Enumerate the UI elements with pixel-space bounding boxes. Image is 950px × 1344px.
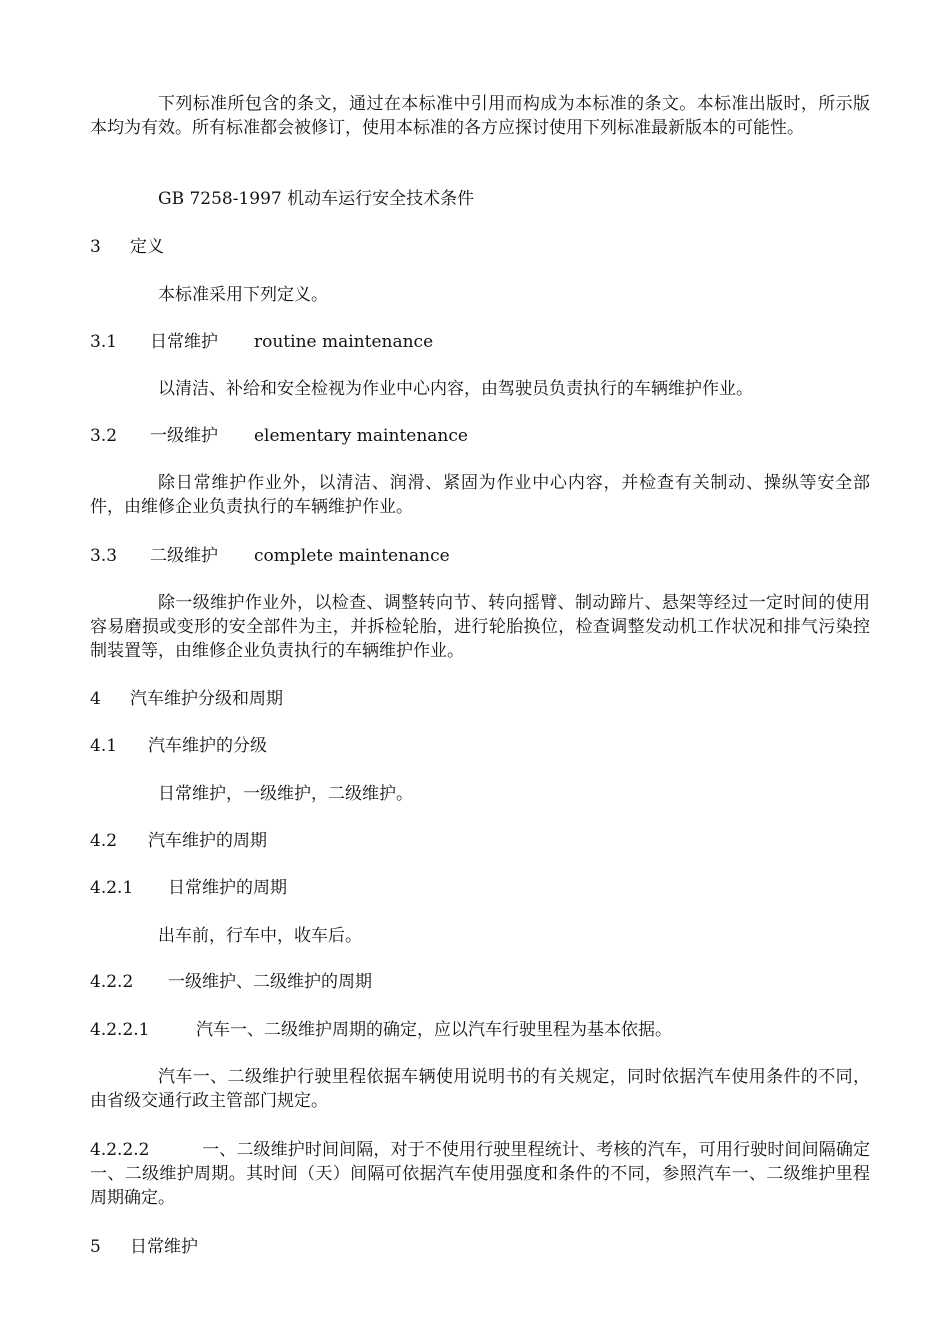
definition-complete-maintenance: 除一级维护作业外，以检查、调整转向节、转向摇臂、制动蹄片、悬架等经过一定时间的使用容易磨损或变形的安全部件为主，并拆检轮胎，进行轮胎换位，检查调整发动机工作状况和排气污染控制装置等，由维修企业负责执行的车辆维护作业。: [90, 593, 870, 661]
section-title: 一级维护、二级维护的周期: [168, 972, 372, 992]
section-title: 日常维护的周期: [168, 878, 287, 898]
heading-3-3: [90, 544, 870, 568]
section-number: 4.2.1: [90, 878, 134, 898]
section-title: 定义: [130, 237, 164, 257]
reference-gb7258: GB 7258-1997 机动车运行安全技术条件: [158, 189, 475, 209]
clause-4-2-2-2: [90, 1138, 870, 1210]
heading-4-1: [90, 734, 870, 758]
heading-4-2-2: [90, 970, 870, 994]
section-title: 一级维护: [150, 426, 218, 446]
section-english-term: routine maintenance: [254, 332, 434, 352]
section-number: 5: [90, 1237, 101, 1257]
section-title: 汽车维护的周期: [148, 831, 267, 851]
section-number: 4.2.2: [90, 972, 134, 992]
mileage-period-paragraph: 汽车一、二级维护行驶里程依据车辆使用说明书的有关规定，同时依据汽车使用条件的不同，由省级交通行政主管部门规定。: [90, 1067, 870, 1111]
clause-text: 一、二级维护时间间隔，对于不使用行驶里程统计、考核的汽车，可用行驶时间间隔确定一、二级维护周期。其时间（天）间隔可依据汽车使用强度和条件的不同，参照汽车一、二级维护里程周期确定。: [90, 1140, 870, 1208]
paragraph-normative-references: 下列标准所包含的条文，通过在本标准中引用而构成为本标准的条文。本标准出版时，所示版本均为有效。所有标准都会被修订，使用本标准的各方应探讨使用下列标准最新版本的可能性。: [90, 94, 870, 138]
section-number: 3.2: [90, 426, 118, 446]
heading-4-2: [90, 829, 870, 853]
section-title: 汽车维护的分级: [148, 736, 267, 756]
section-number: 4.2.2.2: [90, 1140, 150, 1160]
section-english-term: elementary maintenance: [254, 426, 468, 446]
heading-3-1: [90, 330, 870, 354]
section-number: 3.1: [90, 332, 118, 352]
section-number: 4.2: [90, 831, 118, 851]
section-number: 4.1: [90, 736, 118, 756]
section-title: 汽车维护分级和周期: [130, 689, 283, 709]
definition-routine-maintenance: 以清洁、补给和安全检视为作业中心内容，由驾驶员负责执行的车辆维护作业。: [158, 379, 753, 399]
definition-elementary-maintenance: 除日常维护作业外，以清洁、润滑、紧固为作业中心内容，并检查有关制动、操纵等安全部件，由维修企业负责执行的车辆维护作业。: [90, 473, 870, 517]
section-english-term: complete maintenance: [254, 546, 450, 566]
definitions-intro: 本标准采用下列定义。: [158, 285, 328, 305]
routine-maintenance-period: 出车前，行车中，收车后。: [158, 926, 362, 946]
section-title: 日常维护: [130, 1237, 198, 1257]
section-number: 4.2.2.1: [90, 1020, 150, 1040]
section-number: 3: [90, 237, 101, 257]
heading-4-2-2-1: [90, 1018, 870, 1042]
heading-3: [90, 235, 870, 259]
section-title: 日常维护: [150, 332, 218, 352]
section-number: 4: [90, 689, 101, 709]
heading-4: [90, 687, 870, 711]
section-title: 二级维护: [150, 546, 218, 566]
heading-5: [90, 1235, 870, 1259]
maintenance-levels: 日常维护，一级维护，二级维护。: [158, 784, 413, 804]
heading-3-2: [90, 424, 870, 448]
section-number: 3.3: [90, 546, 118, 566]
section-title: 汽车一、二级维护周期的确定，应以汽车行驶里程为基本依据。: [196, 1020, 672, 1040]
heading-4-2-1: [90, 876, 870, 900]
